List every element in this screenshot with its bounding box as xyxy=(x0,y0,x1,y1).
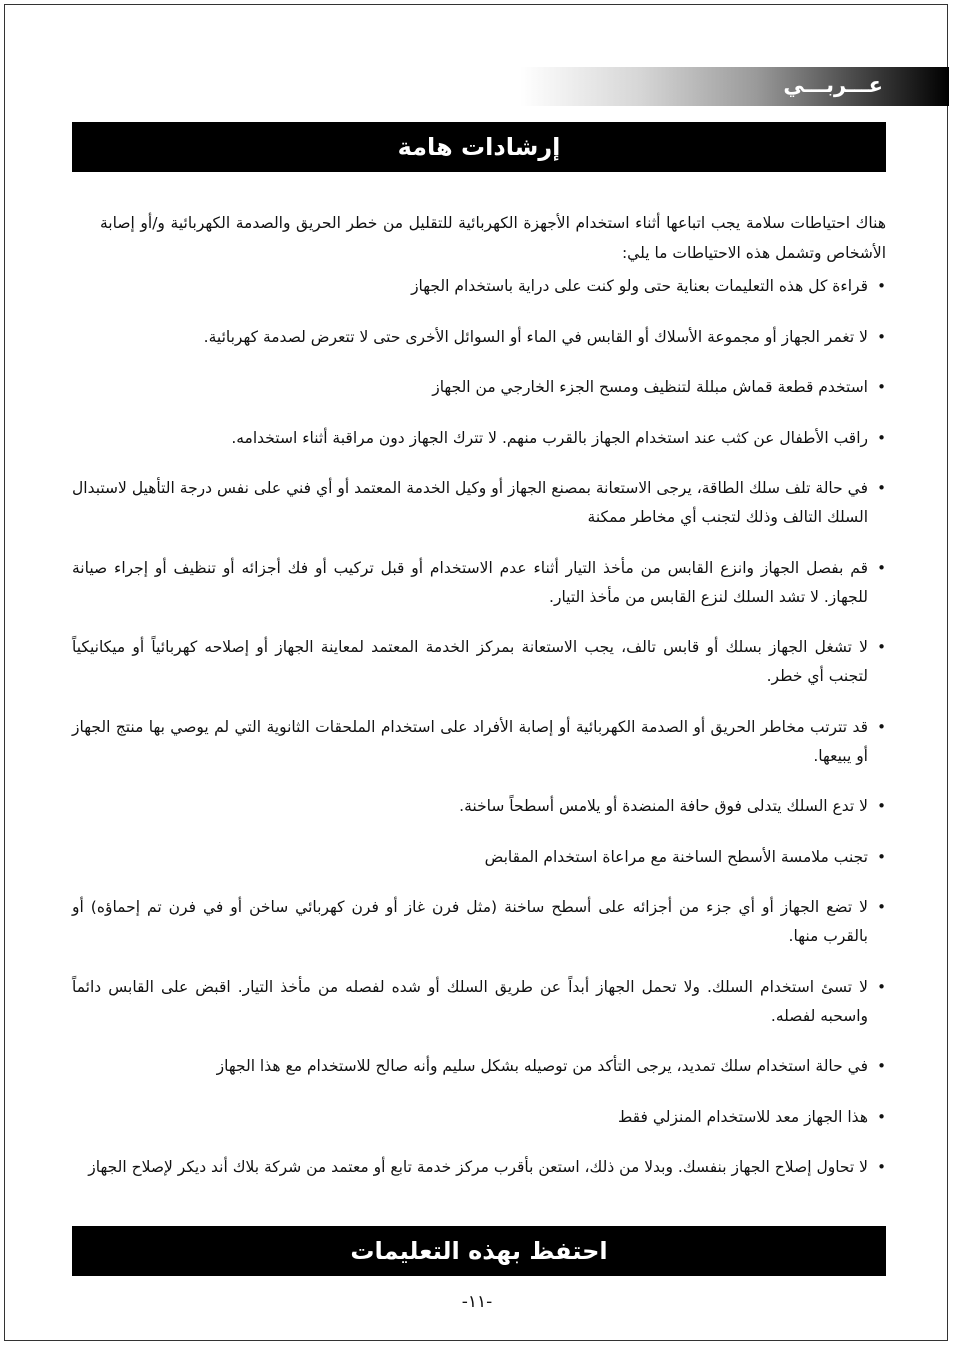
bullet-icon: • xyxy=(877,898,886,916)
section-title: إرشادات هامة xyxy=(397,133,561,161)
instruction-text: راقب الأطفال عن كثب عند استخدام الجهاز بالقرب منهم. لا تترك الجهاز دون مراقبة أثناء استخدامه. xyxy=(231,428,868,447)
bullet-icon: • xyxy=(877,1158,886,1176)
list-item xyxy=(72,272,886,301)
bullet-icon: • xyxy=(877,1057,886,1075)
language-tab xyxy=(520,67,949,106)
list-item xyxy=(72,474,886,532)
intro-paragraph: هناك احتياطات سلامة يجب اتباعها أثناء استخدام الأجهزة الكهربائية للتقليل من خطر الحريق والصدمة الكهربائية و/أو إصابة الأشخاص وتشمل هذه الاحتياطات ما يلي: xyxy=(100,213,886,262)
instruction-text: في حالة تلف سلك الطاقة، يرجى الاستعانة بمصنع الجهاز أو وكيل الخدمة المعتمد أو أي فني على نفس درجة التأهيل لاستبدال السلك التالف وذلك لتجنب أي مخاطر ممكنة xyxy=(72,479,868,526)
bullet-icon: • xyxy=(877,717,886,736)
list-item xyxy=(72,323,886,352)
list-item xyxy=(72,554,886,612)
bullet-icon: • xyxy=(877,479,886,497)
instruction-text: لا تشغل الجهاز بسلك أو قابس تالف، يجب الاستعانة بمركز الخدمة المعتمد لمعاينة الجهاز أو إصلاحه كهربائياً أو ميكانيكياً لتجنب أي خطر. xyxy=(72,638,868,685)
list-item xyxy=(72,1052,886,1081)
instruction-text: قد تترتب مخاطر الحريق أو الصدمة الكهربائية أو إصابة الأفراد على استخدام الملحقات الثانوية التي لم يوصي بها منتج الجهاز أو يبيعها. xyxy=(72,717,868,765)
footer-title-bar xyxy=(72,1226,886,1276)
list-item xyxy=(72,633,886,691)
list-item xyxy=(72,713,886,771)
instruction-text: استخدم قطعة قماش مبللة لتنظيف ومسح الجزء الخارجي من الجهاز xyxy=(432,378,868,396)
safety-instructions-list xyxy=(72,272,886,1204)
bullet-icon: • xyxy=(877,1107,886,1126)
bullet-icon: • xyxy=(877,638,886,656)
instruction-text: قم بفصل الجهاز وانزع القابس من مأخذ التيار أثناء عدم الاستخدام أو قبل تركيب أو فك أجزائه أو تنظيف أو إجراء صيانة للجهاز. لا تشد السلك لنزع القابس من مأخذ التيار. xyxy=(72,558,868,606)
list-item xyxy=(72,893,886,951)
bullet-icon: • xyxy=(877,977,886,996)
bullet-icon: • xyxy=(877,277,886,295)
bullet-icon: • xyxy=(877,327,886,346)
instruction-text: لا تغمر الجهاز أو مجموعة الأسلاك أو القابس في الماء أو السوائل الأخرى حتى لا تتعرض لصدمة كهربائية. xyxy=(203,327,868,346)
page-number: -١١- xyxy=(461,1292,493,1312)
language-label: عـــربـــي xyxy=(783,73,883,97)
footer-title: احتفظ بهذه التعليمات xyxy=(350,1237,608,1265)
instruction-text: قراءة كل هذه التعليمات بعناية حتى ولو كنت على دراية باستخدام الجهاز xyxy=(411,277,868,295)
bullet-icon: • xyxy=(877,378,886,396)
list-item xyxy=(72,973,886,1031)
bullet-icon: • xyxy=(877,847,886,866)
bullet-icon: • xyxy=(877,797,886,815)
instruction-text: هذا الجهاز معد للاستخدام المنزلي فقط xyxy=(617,1107,868,1126)
list-item xyxy=(72,373,886,402)
instruction-text: في حالة استخدام سلك تمديد، يرجى التأكد من توصيله بشكل سليم وأنه صالح للاستخدام مع هذا الجهاز xyxy=(216,1057,868,1075)
instruction-text: تجنب ملامسة الأسطح الساخنة مع مراعاة استخدام المقابض xyxy=(484,847,868,866)
instruction-text: لا تحاول إصلاح الجهاز بنفسك. وبدلا من ذلك، استعن بأقرب مركز خدمة تابع أو معتمد من شركة بلاك أند ديكر لإصلاح الجهاز xyxy=(88,1158,868,1176)
list-item xyxy=(72,843,886,872)
list-item xyxy=(72,424,886,453)
list-item xyxy=(72,1153,886,1182)
list-item xyxy=(72,792,886,821)
instruction-text: لا تدع السلك يتدلى فوق حافة المنضدة أو يلامس أسطحاً ساخنة. xyxy=(459,797,868,815)
bullet-icon: • xyxy=(877,428,886,447)
instruction-text: لا تسئ استخدام السلك. ولا تحمل الجهاز أبداً عن طريق السلك أو شده لفصله من مأخذ التيار. اقبض على القابس دائماً واسحبه لفصله. xyxy=(72,977,868,1025)
bullet-icon: • xyxy=(877,558,886,577)
instruction-text: لا تضع الجهاز أو أي جزء من أجزائه على أسطح ساخنة (مثل فرن غاز أو فرن كهربائي ساخن أو في فرن تم إحماؤه) أو بالقرب منها. xyxy=(72,898,868,945)
section-title-bar xyxy=(72,122,886,172)
list-item xyxy=(72,1103,886,1132)
